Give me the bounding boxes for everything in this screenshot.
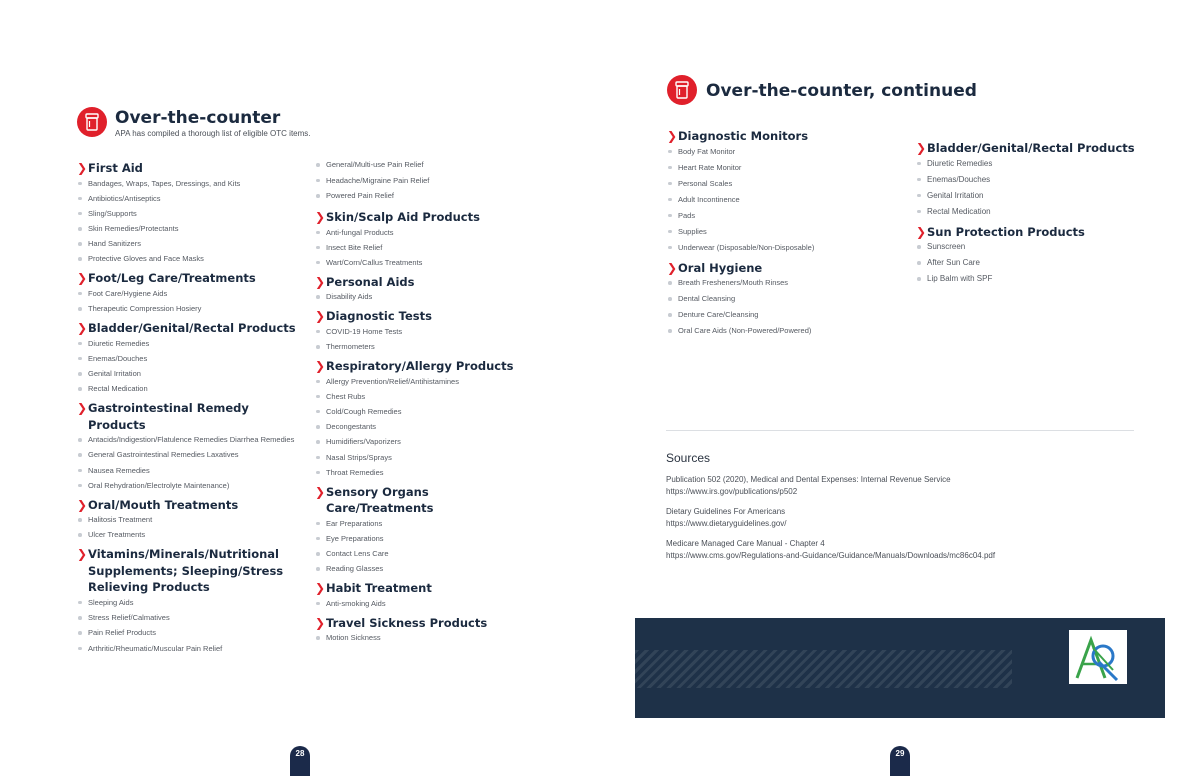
chevron-right-icon: ❯ [77,161,88,175]
section-title-text: Skin/Scalp Aid Products [326,210,480,224]
chevron-right-icon: ❯ [315,210,326,224]
section-title [315,484,535,517]
list-item: Therapeutic Compression Hosiery [77,304,297,313]
source-entry [666,506,1136,530]
list-item: Headache/Migraine Pain Relief [315,176,535,185]
section-title-text: Diagnostic Tests [326,309,432,324]
section-title [77,400,297,433]
section-title [315,358,535,375]
item-list [315,633,535,642]
section-title-text: Foot/Leg Care/Treatments [88,271,256,286]
list-item: Antibiotics/Antiseptics [77,194,297,203]
section-first-aid [77,160,297,263]
list-item: Personal Scales [667,179,897,188]
section-title-text: Travel Sickness Products [326,615,488,630]
list-item: Rectal Medication [916,207,1146,216]
item-list [315,519,535,574]
list-item: Lip Balm with SPF [916,274,1146,283]
section-title [667,128,897,145]
list-item: Motion Sickness [315,633,535,642]
list-item: Skin Remedies/Protectants [77,224,297,233]
source-link[interactable]: https://www.dietaryguidelines.gov/ [666,519,787,528]
item-list [77,339,297,394]
list-item: After Sun Care [916,258,1146,267]
section-title-text: Bladder/Genital/Rectal Products [927,141,1135,155]
list-item: Thermometers [315,342,535,351]
list-item: Throat Remedies [315,468,535,477]
section-title [315,615,535,632]
list-item: Powered Pain Relief [315,191,535,200]
source-entry [666,538,1136,562]
source-name: Medicare Managed Care Manual - Chapter 4 [666,539,825,548]
page-title-continued: Over-the-counter, continued [706,81,977,101]
section-title-text: Gastrointestinal Remedy Products [88,401,249,432]
list-item: Contact Lens Care [315,549,535,558]
list-item: Oral Care Aids (Non-Powered/Powered) [667,326,897,335]
item-list [315,599,535,608]
section-title [916,140,1146,157]
item-list [77,515,297,539]
sources-list [666,474,1136,570]
list-item: Heart Rate Monitor [667,163,897,172]
list-item: General Gastrointestinal Remedies Laxatives [77,450,297,459]
list-item: Reading Glasses [315,564,535,573]
list-item: Adult Incontinence [667,195,897,204]
list-item: Dental Cleansing [667,294,897,303]
list-item: Rectal Medication [77,384,297,393]
section-title [315,580,535,597]
list-item: Chest Rubs [315,392,535,401]
section-title [77,160,297,177]
section-title [667,260,897,277]
section-oral-mouth-treatments [77,497,297,540]
list-item: Pain Relief Products [77,628,297,637]
item-list [315,228,535,267]
list-item: Enemas/Douches [77,354,297,363]
item-list [667,278,897,335]
list-item: Disability Aids [315,292,535,301]
divider [666,430,1134,431]
list-item: Arthritic/Rheumatic/Muscular Pain Relief [77,644,297,653]
chevron-right-icon: ❯ [77,547,88,562]
list-item: Cold/Cough Remedies [315,407,535,416]
list-item: Body Fat Monitor [667,147,897,156]
page-number: 29 [890,746,910,776]
section-diagnostic-monitors [667,128,897,252]
section-travel-sickness-products [315,615,535,643]
section-personal-aids [315,274,535,302]
section-title-text: Vitamins/Minerals/Nutritional Supplements; Sleeping/Stress Relieving Products [88,547,284,595]
section-respiratory-allergy-products [315,358,535,477]
list-item: Anti-fungal Products [315,228,535,237]
chevron-right-icon: ❯ [667,260,678,275]
list-item: Anti-smoking Aids [315,599,535,608]
chevron-right-icon: ❯ [667,129,678,143]
chevron-right-icon: ❯ [315,359,326,374]
right-column-1 [667,128,897,343]
list-item: Allergy Prevention/Relief/Antihistamines [315,377,535,386]
list-item: Nasal Strips/Sprays [315,453,535,462]
section-title-text: Respiratory/Allergy Products [326,359,514,374]
chevron-right-icon: ❯ [77,497,88,512]
section-title-text: Habit Treatment [326,581,432,596]
list-item: Antacids/Indigestion/Flatulence Remedies Diarrhea Remedies [77,435,297,444]
section-oral-hygiene [667,260,897,336]
section-vitamins-minerals-nutritional-supplements-sleeping-stress-relieving-products [77,546,297,652]
section-title-text: Bladder/Genital/Rectal Products [88,321,296,336]
section-title-text: Sensory Organs Care/Treatments [326,484,434,516]
list-item: Foot Care/Hygiene Aids [77,289,297,298]
item-list [77,435,297,490]
section-title-text: Oral/Mouth Treatments [88,497,239,512]
list-item: Sleeping Aids [77,598,297,607]
chevron-right-icon: ❯ [315,615,326,630]
page-title: Over-the-counter [115,108,281,128]
chevron-right-icon: ❯ [916,141,927,155]
source-name: Dietary Guidelines For Americans [666,507,786,516]
list-item: Genital Irritation [916,191,1146,200]
section-title-text: Diagnostic Monitors [678,129,809,143]
section-gastrointestinal-remedy-products [77,400,297,490]
item-list [77,179,297,264]
item-list [315,327,535,351]
pill-bottle-icon [77,107,107,137]
chevron-right-icon: ❯ [315,274,326,289]
list-item: Ear Preparations [315,519,535,528]
section-title [315,209,535,226]
section-title-text: First Aid [88,161,143,175]
list-item: Pads [667,211,897,220]
list-item: Insect Bite Relief [315,243,535,252]
right-page [600,0,1200,776]
section-title [77,546,297,596]
section-habit-treatment [315,580,535,608]
source-name: Publication 502 (2020), Medical and Dental Expenses: Internal Revenue Service [666,475,951,484]
list-item: Decongestants [315,422,535,431]
section-bladder-genital-rectal-products [77,320,297,393]
list-item: Sling/Supports [77,209,297,218]
section-sensory-organs-care-treatments [315,484,535,574]
chevron-right-icon: ❯ [77,321,88,336]
list-item: Diuretic Remedies [916,159,1146,168]
section-sun-protection-products [916,224,1146,284]
section-title [315,308,535,325]
list-item: Stress Relief/Calmatives [77,613,297,622]
section-title-text: Sun Protection Products [927,224,1085,239]
item-list [77,598,297,653]
section-title-text: Oral Hygiene [678,260,763,275]
right-column-2 [916,140,1146,291]
list-item: Bandages, Wraps, Tapes, Dressings, and Kits [77,179,297,188]
page-number: 28 [290,746,310,776]
chevron-right-icon: ❯ [315,309,326,324]
list-item: Protective Gloves and Face Masks [77,254,297,263]
source-link[interactable]: https://www.cms.gov/Regulations-and-Guidance/Guidance/Manuals/Downloads/mc86c04.pdf [666,551,996,560]
list-item: Genital Irritation [77,369,297,378]
source-entry [666,474,1136,498]
page-subtitle: APA has compiled a thorough list of eligible OTC items. [115,129,311,138]
list-item: Denture Care/Cleansing [667,310,897,319]
chevron-right-icon: ❯ [916,224,927,239]
chevron-right-icon: ❯ [77,271,88,286]
section-title-text: Personal Aids [326,274,415,289]
section-title [77,270,297,287]
pill-bottle-icon [667,75,697,105]
list-item: Ulcer Treatments [77,530,297,539]
left-column-2 [315,160,535,649]
list-item: Sunscreen [916,242,1146,251]
chevron-right-icon: ❯ [315,484,326,499]
list-item: Oral Rehydration/Electrolyte Maintenance) [77,481,297,490]
list-item: General/Multi-use Pain Relief [315,160,535,169]
list-item: Enemas/Douches [916,175,1146,184]
left-column-1 [77,160,297,660]
list-item: Supplies [667,227,897,236]
section-title [77,320,297,337]
list-item: COVID-19 Home Tests [315,327,535,336]
apa-logo [1069,630,1127,684]
list-item: Wart/Corn/Callus Treatments [315,258,535,267]
list-item: Diuretic Remedies [77,339,297,348]
list-item: Halitosis Treatment [77,515,297,524]
stripe-pattern [635,650,1012,688]
list-item: Underwear (Disposable/Non-Disposable) [667,243,897,252]
item-list [315,292,535,301]
item-list [916,159,1146,216]
item-list [77,289,297,313]
list-item: Nausea Remedies [77,466,297,475]
list-item: Hand Sanitizers [77,239,297,248]
footer-banner [635,618,1165,718]
lead-item-list [315,160,535,200]
section-title [916,224,1146,241]
chevron-right-icon: ❯ [315,581,326,596]
list-item: Humidifiers/Vaporizers [315,437,535,446]
item-list [916,242,1146,283]
list-item: Eye Preparations [315,534,535,543]
section-title [77,497,297,514]
section-skin-scalp-aid-products [315,209,535,267]
item-list [667,147,897,252]
chevron-right-icon: ❯ [77,401,88,416]
list-item: Breath Fresheners/Mouth Rinses [667,278,897,287]
section-foot-leg-care-treatments [77,270,297,313]
section-title [315,274,535,291]
item-list [315,377,535,477]
sources-title: Sources [666,451,711,465]
section-bladder-genital-rectal-products [916,140,1146,216]
source-link[interactable]: https://www.irs.gov/publications/p502 [666,487,798,496]
section-diagnostic-tests [315,308,535,351]
